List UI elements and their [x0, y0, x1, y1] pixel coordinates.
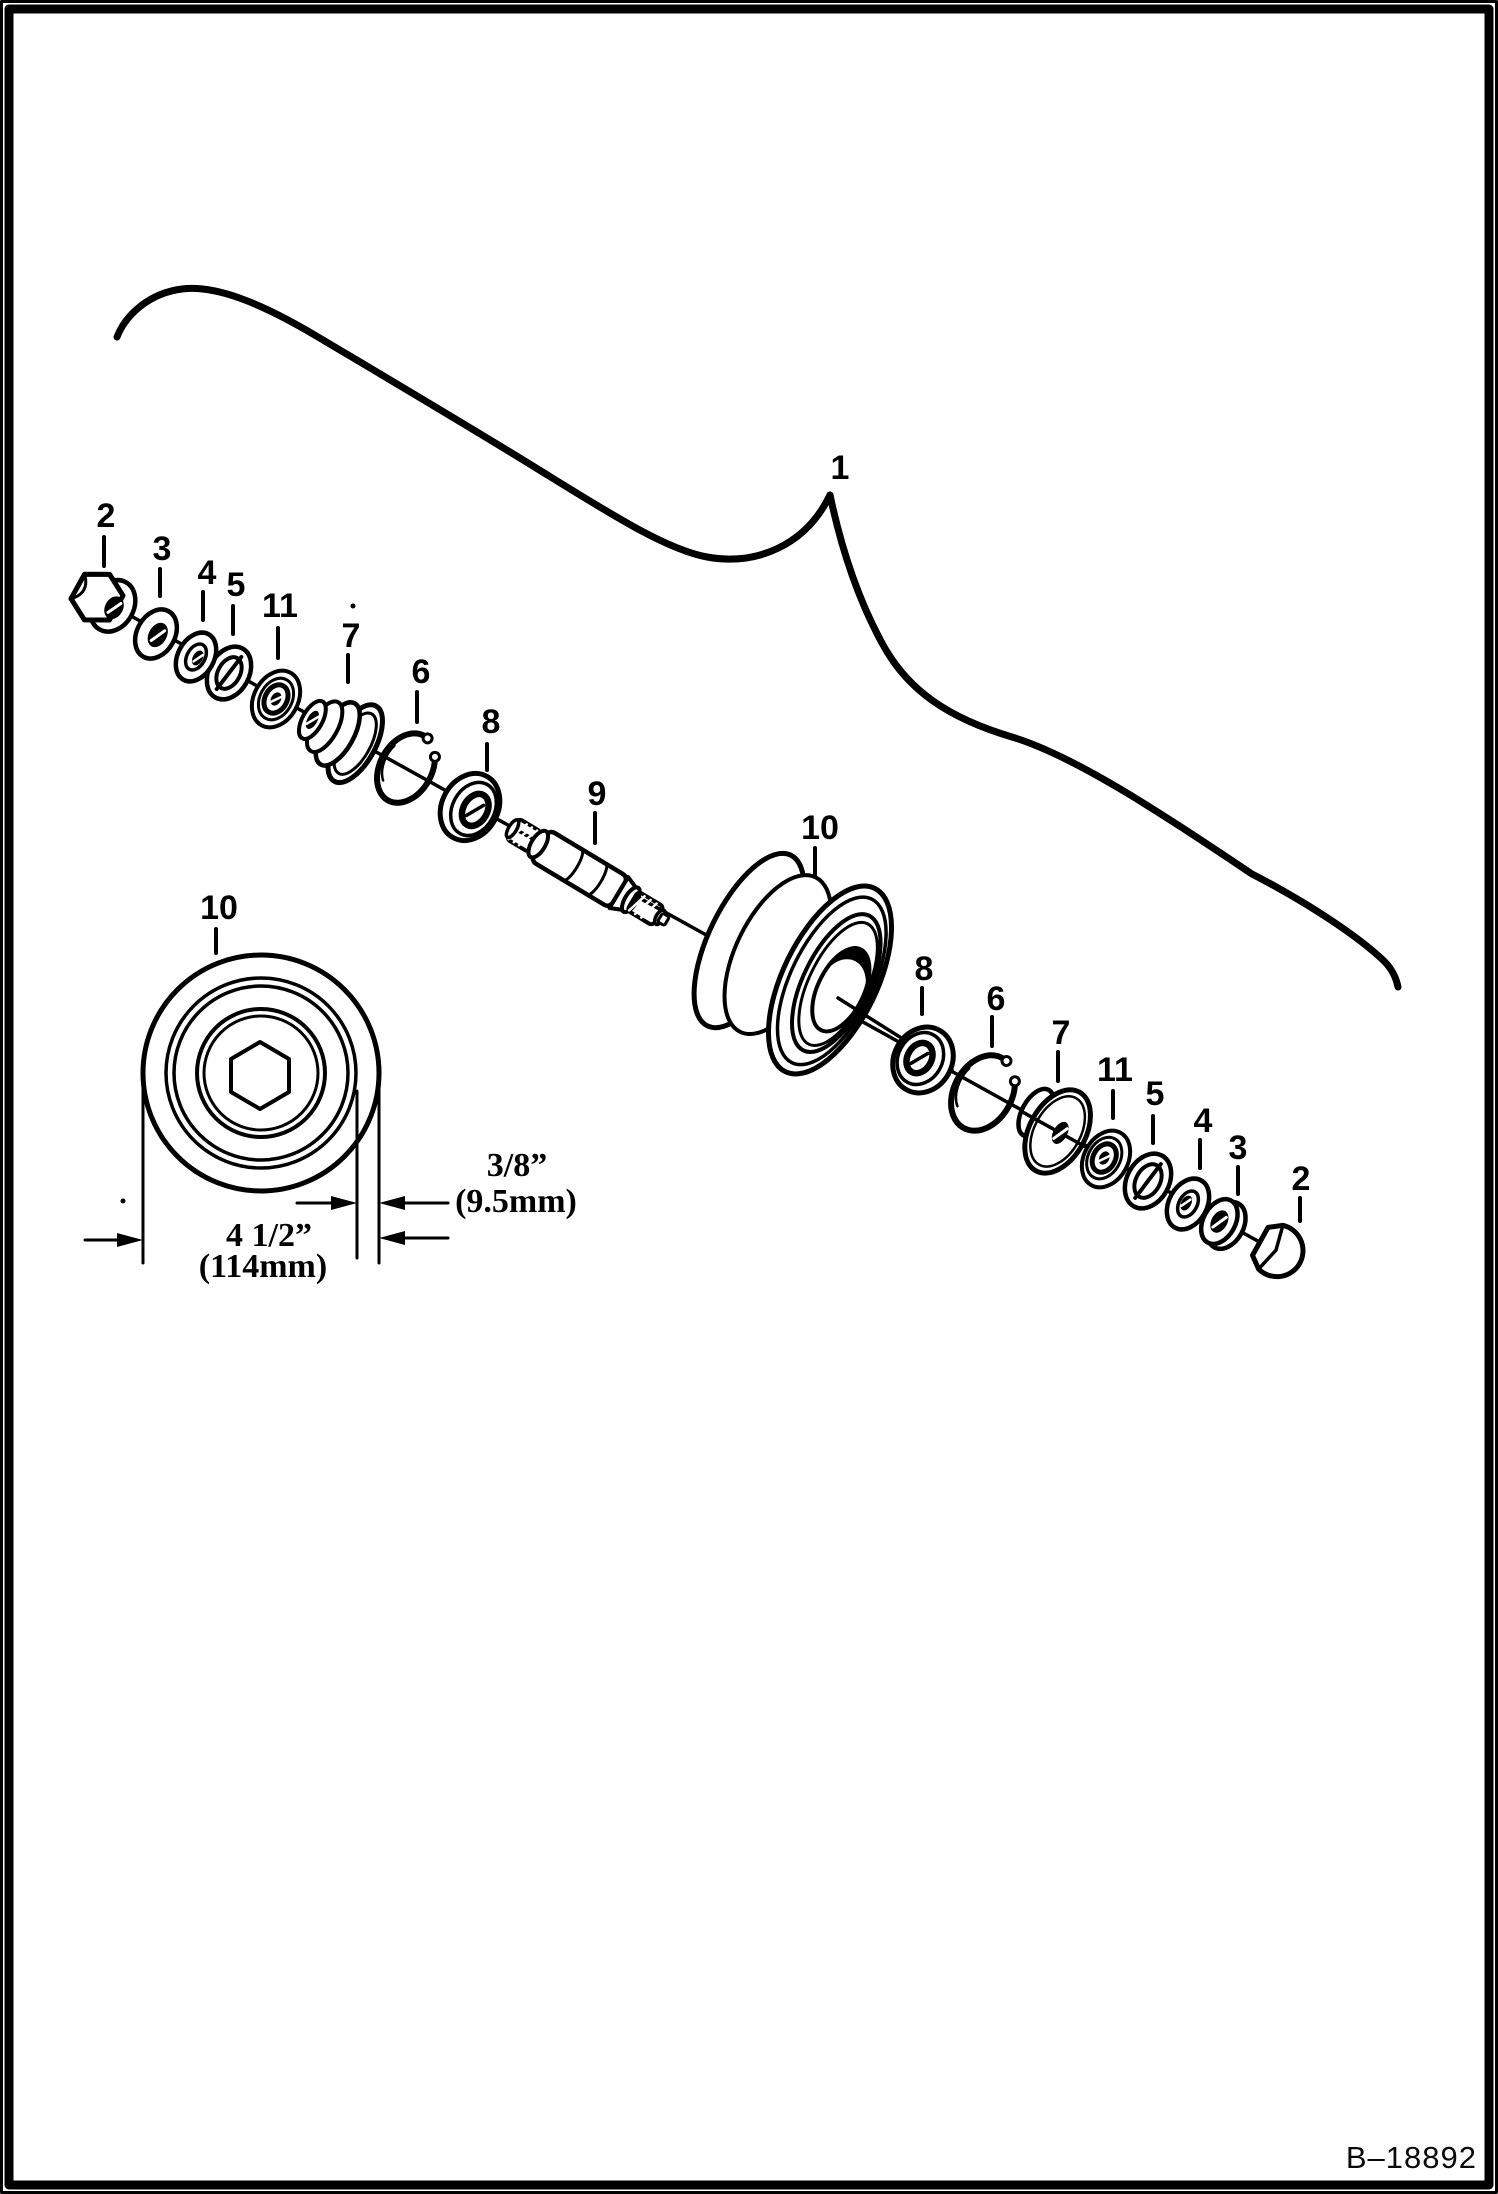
- hex-socket: [231, 1042, 289, 1109]
- callout-label-6: 6: [986, 980, 1006, 1018]
- callout-label-4: 4: [197, 554, 217, 592]
- drawing-border: [9, 9, 1489, 2185]
- callout-label-10: 10: [801, 809, 839, 847]
- roller-shaft: [500, 811, 676, 937]
- callout-label-7: 7: [341, 617, 361, 655]
- callout-label-2: 2: [96, 497, 116, 535]
- callout-label-11: 11: [262, 587, 298, 625]
- callout-label-6: 6: [411, 653, 431, 691]
- dim-flange-imperial: 3/8”: [486, 1147, 548, 1184]
- dim-diameter-metric: (114mm): [198, 1248, 328, 1285]
- roller-front-view: [143, 955, 379, 1191]
- dimension-annotations: [85, 1076, 577, 1285]
- callout-label-4: 4: [1193, 1102, 1213, 1140]
- callout-label-1: 1: [830, 449, 850, 487]
- callout-label-7: 7: [1051, 1014, 1071, 1052]
- callout-label-8: 8: [914, 950, 934, 988]
- track-roller: [668, 831, 917, 1092]
- callout-label-8: 8: [481, 703, 501, 741]
- flange-nut-left: [65, 563, 145, 640]
- acorn-nut-right: [1248, 1219, 1313, 1286]
- arrowhead-right-icon: [331, 1196, 357, 1210]
- callout-label-9: 9: [587, 775, 607, 813]
- callout-label-10: 10: [200, 889, 238, 927]
- dim-diameter-imperial: 4 1/2”: [226, 1217, 312, 1254]
- outer-page-edge: [2, 2, 1497, 2193]
- bearing-left: [429, 763, 512, 851]
- callout-label-3: 3: [1228, 1129, 1248, 1167]
- callout-label-5: 5: [226, 566, 246, 604]
- arrowhead-left-icon: [379, 1196, 405, 1210]
- callout-label-2: 2: [1291, 1160, 1311, 1198]
- print-dot: [121, 1199, 126, 1204]
- dim-flange-metric: (9.5mm): [455, 1183, 577, 1220]
- figure-code: B–18892: [1345, 2140, 1477, 2175]
- print-dot: [351, 604, 356, 609]
- callout-labels: [97, 449, 1311, 1221]
- callout-label-5: 5: [1145, 1075, 1165, 1113]
- callout-label-11: 11: [1097, 1051, 1133, 1089]
- callout-label-3: 3: [152, 530, 172, 568]
- arrowhead-right-icon: [117, 1233, 143, 1247]
- arrowhead-left-icon: [379, 1231, 405, 1245]
